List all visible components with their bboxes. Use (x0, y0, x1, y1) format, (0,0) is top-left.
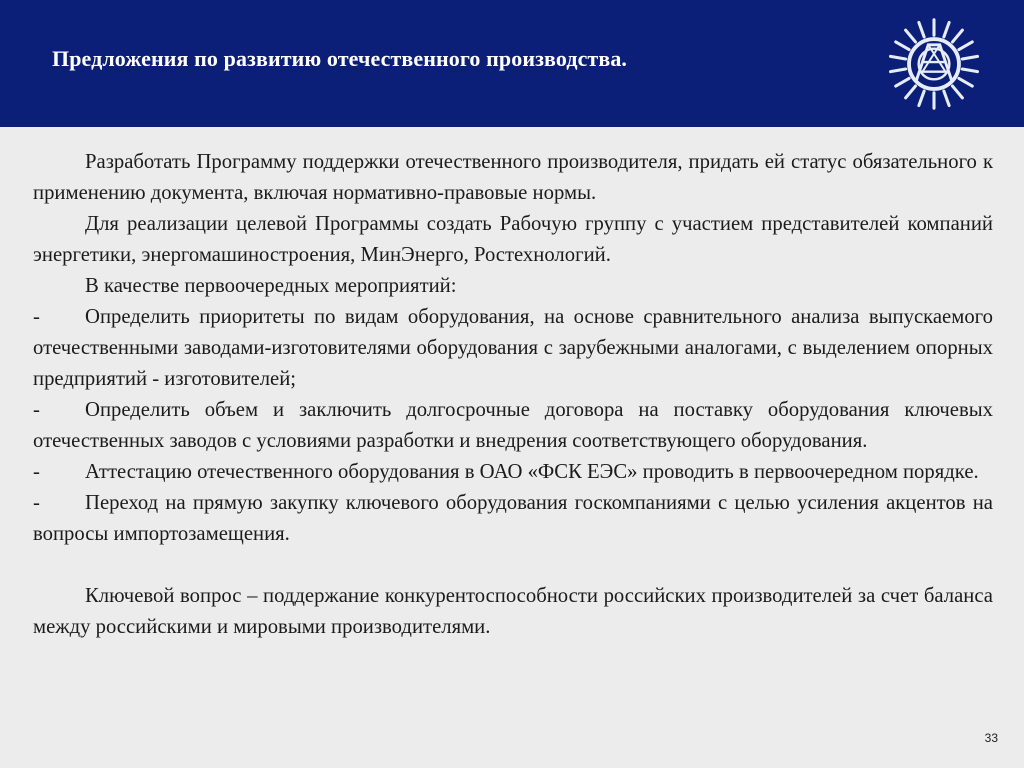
slide-title: Предложения по развитию отечественного производства. (52, 46, 628, 71)
slide-header (0, 0, 1024, 127)
spacer (33, 550, 993, 581)
list-item-text: Определить объем и заключить долгосрочные договора на поставку оборудования ключевых отечественных заводов с условиями разработки и внедрения соответствующего оборудования. (33, 399, 993, 452)
list-item (33, 395, 993, 457)
paragraph-working-group: Для реализации целевой Программы создать Рабочую группу с участием представителей компаний энергетики, энергомашиностроения, МинЭнерго, Ростехнологий. (33, 213, 993, 266)
list-item (33, 488, 993, 550)
fsk-ees-logo-icon (886, 16, 982, 112)
paragraph-priority-measures: В качестве первоочередных мероприятий: (85, 275, 457, 297)
list-item-text: Переход на прямую закупку ключевого оборудования госкомпаниями с целью усиления акцентов на вопросы импортозамещения. (33, 492, 993, 545)
bullet-dash: - (33, 492, 40, 514)
paragraph-program: Разработать Программу поддержки отечественного производителя, придать ей статус обязательного к применению документа, включая нормативно-правовые нормы. (33, 151, 993, 204)
bullet-dash: - (33, 306, 40, 328)
page-number: 33 (984, 731, 998, 745)
slide-body (33, 147, 993, 643)
bullet-dash: - (33, 399, 40, 421)
bullet-dash: - (33, 461, 40, 483)
list-item-text: Определить приоритеты по видам оборудования, на основе сравнительного анализа выпускаемого отечественными заводами-изготовителями оборудования с зарубежными аналогами, с выделением опорных предприятий - изготовителей; (33, 306, 993, 390)
list-item (33, 457, 993, 488)
paragraph-key-question: Ключевой вопрос – поддержание конкурентоспособности российских производителей за счет баланса между российскими и мировыми производителями. (33, 585, 993, 638)
list-item (33, 302, 993, 395)
list-item-text: Аттестацию отечественного оборудования в ОАО «ФСК ЕЭС» проводить в первоочередном порядке. (85, 461, 979, 483)
